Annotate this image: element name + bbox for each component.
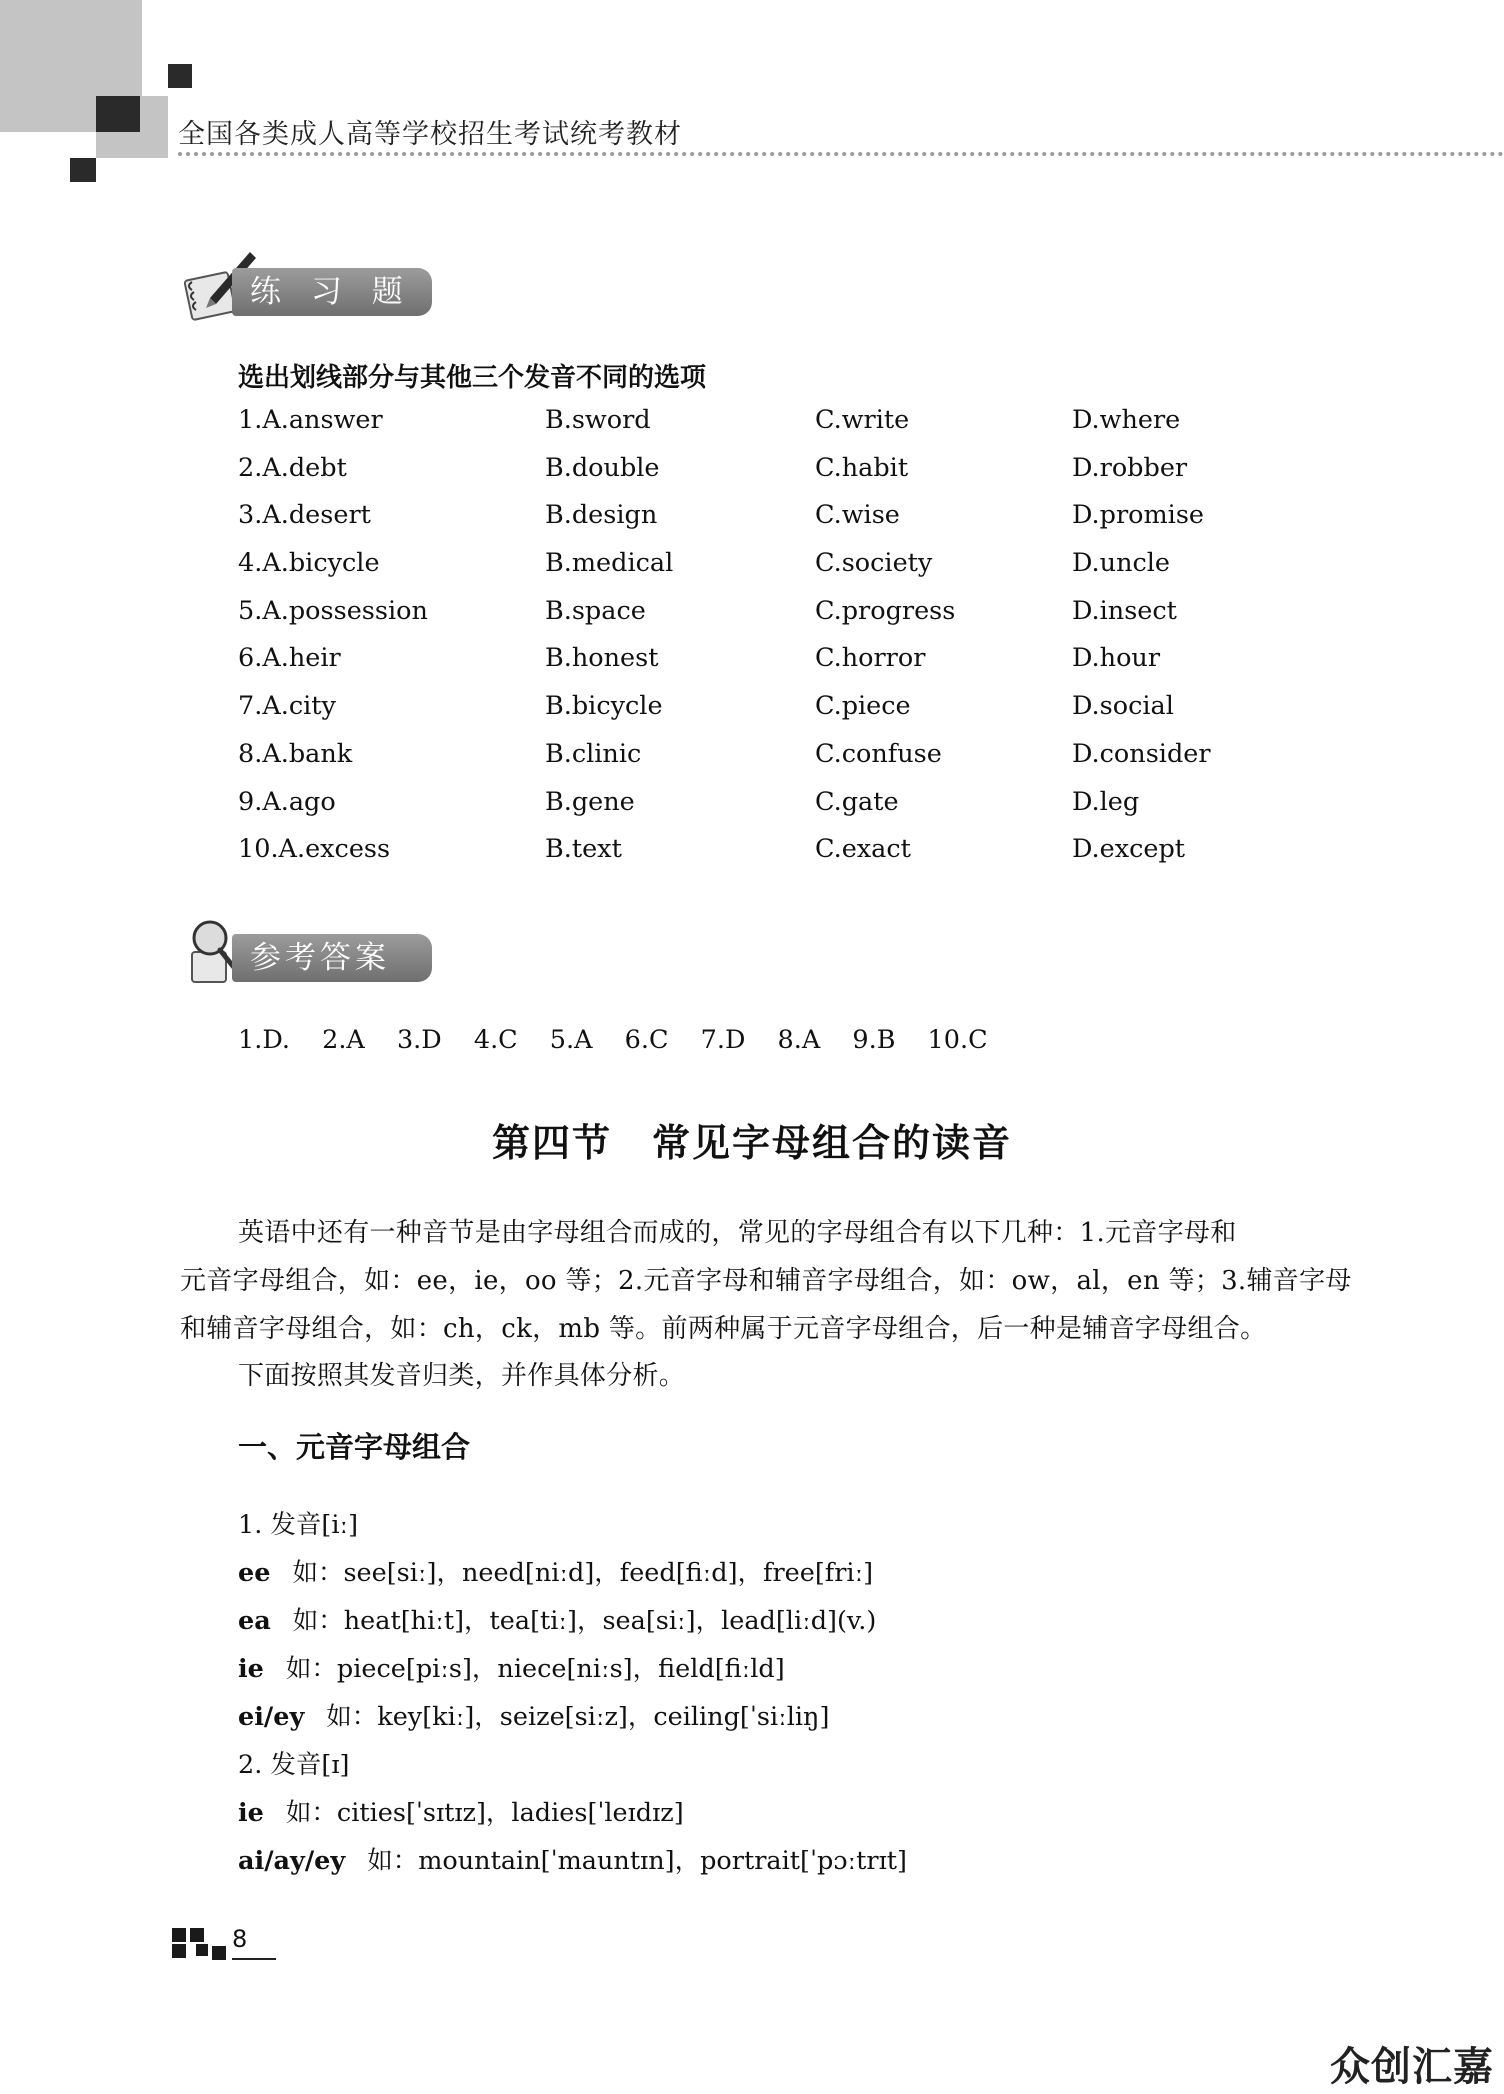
option-c: C.gate bbox=[815, 786, 899, 817]
option-b: B.clinic bbox=[545, 738, 642, 769]
example-text: 如：key[kiː]，seize[siːz]，ceiling[ˈsiːliŋ] bbox=[326, 1702, 830, 1732]
exercise-instruction: 选出划线部分与其他三个发音不同的选项 bbox=[238, 363, 707, 393]
option-b: B.bicycle bbox=[545, 691, 663, 722]
option-d: D.robber bbox=[1072, 452, 1188, 483]
option-c: C.write bbox=[815, 405, 910, 435]
option-d: D.where bbox=[1072, 405, 1181, 435]
option-b: B.double bbox=[545, 452, 660, 483]
letter-combo: ai/ay/ey bbox=[238, 1846, 346, 1876]
example-text: 如：see[siː]，need[niːd]，feed[fiːd]，free[friː] bbox=[292, 1558, 874, 1588]
intro-line: 和辅音字母组合，如：ch，ck，mb 等。前两种属于元音字母组合，后一种是辅音字母组合。 bbox=[180, 1314, 1267, 1344]
example-text: 如：cities[ˈsɪtɪz]，ladies[ˈleɪdɪz] bbox=[285, 1798, 684, 1828]
example-row bbox=[238, 1601, 876, 1637]
option-a: 2.A.debt bbox=[238, 452, 347, 483]
pron-label: 1. 发音[iː] bbox=[238, 1510, 359, 1540]
option-c: C.wise bbox=[815, 500, 900, 531]
example-row bbox=[238, 1697, 829, 1733]
option-b: B.honest bbox=[545, 643, 659, 674]
watermark: 众创汇嘉 bbox=[1330, 2044, 1494, 2090]
option-a: 6.A.heir bbox=[238, 643, 341, 674]
header-divider bbox=[178, 152, 1504, 156]
option-a: 4.A.bicycle bbox=[238, 548, 380, 579]
page-number: 8 bbox=[232, 1925, 248, 1953]
option-d: D.insect bbox=[1072, 595, 1177, 626]
example-row bbox=[238, 1841, 907, 1877]
answer-item: 4.C bbox=[473, 1025, 518, 1055]
option-a: 5.A.possession bbox=[238, 595, 428, 626]
option-a: 9.A.ago bbox=[238, 786, 336, 817]
option-b: B.sword bbox=[545, 405, 651, 435]
option-a: 10.A.excess bbox=[238, 834, 391, 865]
answer-item: 3.D bbox=[396, 1025, 442, 1055]
example-text: 如：heat[hiːt]，tea[tiː]，sea[siː]，lead[liːd](v.) bbox=[292, 1606, 877, 1636]
option-b: B.gene bbox=[545, 786, 635, 817]
answer-item: 1.D. bbox=[238, 1025, 290, 1055]
letter-combo: ie bbox=[238, 1654, 264, 1684]
exercise-banner-label: 练 习 题 bbox=[232, 268, 432, 316]
option-d: D.social bbox=[1072, 691, 1174, 722]
footer-rule bbox=[232, 1958, 276, 1960]
example-text: 如：mountain[ˈmauntɪn]，portrait[ˈpɔːtrɪt] bbox=[367, 1846, 907, 1876]
answer-item: 2.A bbox=[322, 1025, 365, 1055]
answer-item: 6.C bbox=[624, 1025, 669, 1055]
answer-item: 5.A bbox=[549, 1025, 593, 1055]
letter-combo: ei/ey bbox=[238, 1702, 305, 1732]
option-a: 1.A.answer bbox=[238, 405, 383, 435]
section-title: 第四节 常见字母组合的读音 bbox=[491, 1120, 1012, 1165]
option-c: C.habit bbox=[815, 452, 909, 483]
answer-item: 7.D bbox=[700, 1025, 746, 1055]
option-b: B.design bbox=[545, 500, 658, 531]
option-d: D.except bbox=[1072, 834, 1186, 865]
option-c: C.horror bbox=[815, 643, 926, 674]
option-c: C.progress bbox=[815, 595, 956, 626]
option-a: 3.A.desert bbox=[238, 500, 371, 531]
letter-combo: ee bbox=[238, 1558, 271, 1588]
answer-item: 8.A bbox=[777, 1025, 821, 1055]
option-b: B.text bbox=[545, 834, 622, 865]
option-c: C.confuse bbox=[815, 738, 942, 769]
option-d: D.hour bbox=[1072, 643, 1161, 674]
option-b: B.space bbox=[545, 595, 646, 626]
pron-label: 2. 发音[ɪ] bbox=[238, 1750, 350, 1780]
option-a: 7.A.city bbox=[238, 691, 336, 722]
letter-combo: ie bbox=[238, 1798, 264, 1828]
example-row bbox=[238, 1553, 873, 1589]
answer-item: 9.B bbox=[852, 1025, 896, 1055]
option-a: 8.A.bank bbox=[238, 738, 353, 769]
answer-key bbox=[238, 1025, 1012, 1055]
intro-line: 下面按照其发音归类，并作具体分析。 bbox=[238, 1361, 686, 1391]
option-d: D.uncle bbox=[1072, 548, 1171, 579]
subheading: 一、元音字母组合 bbox=[238, 1430, 471, 1464]
letter-combo: ea bbox=[238, 1606, 271, 1636]
option-d: D.leg bbox=[1072, 786, 1140, 817]
intro-line: 元音字母组合，如：ee，ie，oo 等；2.元音字母和辅音字母组合，如：ow，al，en 等；3.辅音字母 bbox=[180, 1266, 1352, 1296]
example-text: 如：piece[piːs]，niece[niːs]，field[fiːld] bbox=[285, 1654, 785, 1684]
answer-item: 10.C bbox=[927, 1025, 988, 1055]
option-b: B.medical bbox=[545, 548, 674, 579]
option-d: D.promise bbox=[1072, 500, 1205, 531]
option-c: C.society bbox=[815, 548, 933, 579]
answers-banner-label: 参考答案 bbox=[232, 934, 432, 982]
example-row bbox=[238, 1649, 785, 1685]
answers-banner bbox=[180, 934, 440, 984]
example-row bbox=[238, 1793, 684, 1829]
series-title: 全国各类成人高等学校招生考试统考教材 bbox=[178, 119, 682, 150]
intro-line: 英语中还有一种音节是由字母组合而成的，常见的字母组合有以下几种：1.元音字母和 bbox=[238, 1218, 1237, 1248]
option-d: D.consider bbox=[1072, 738, 1211, 769]
option-c: C.piece bbox=[815, 691, 911, 722]
option-c: C.exact bbox=[815, 834, 911, 865]
exercise-banner bbox=[180, 268, 440, 318]
